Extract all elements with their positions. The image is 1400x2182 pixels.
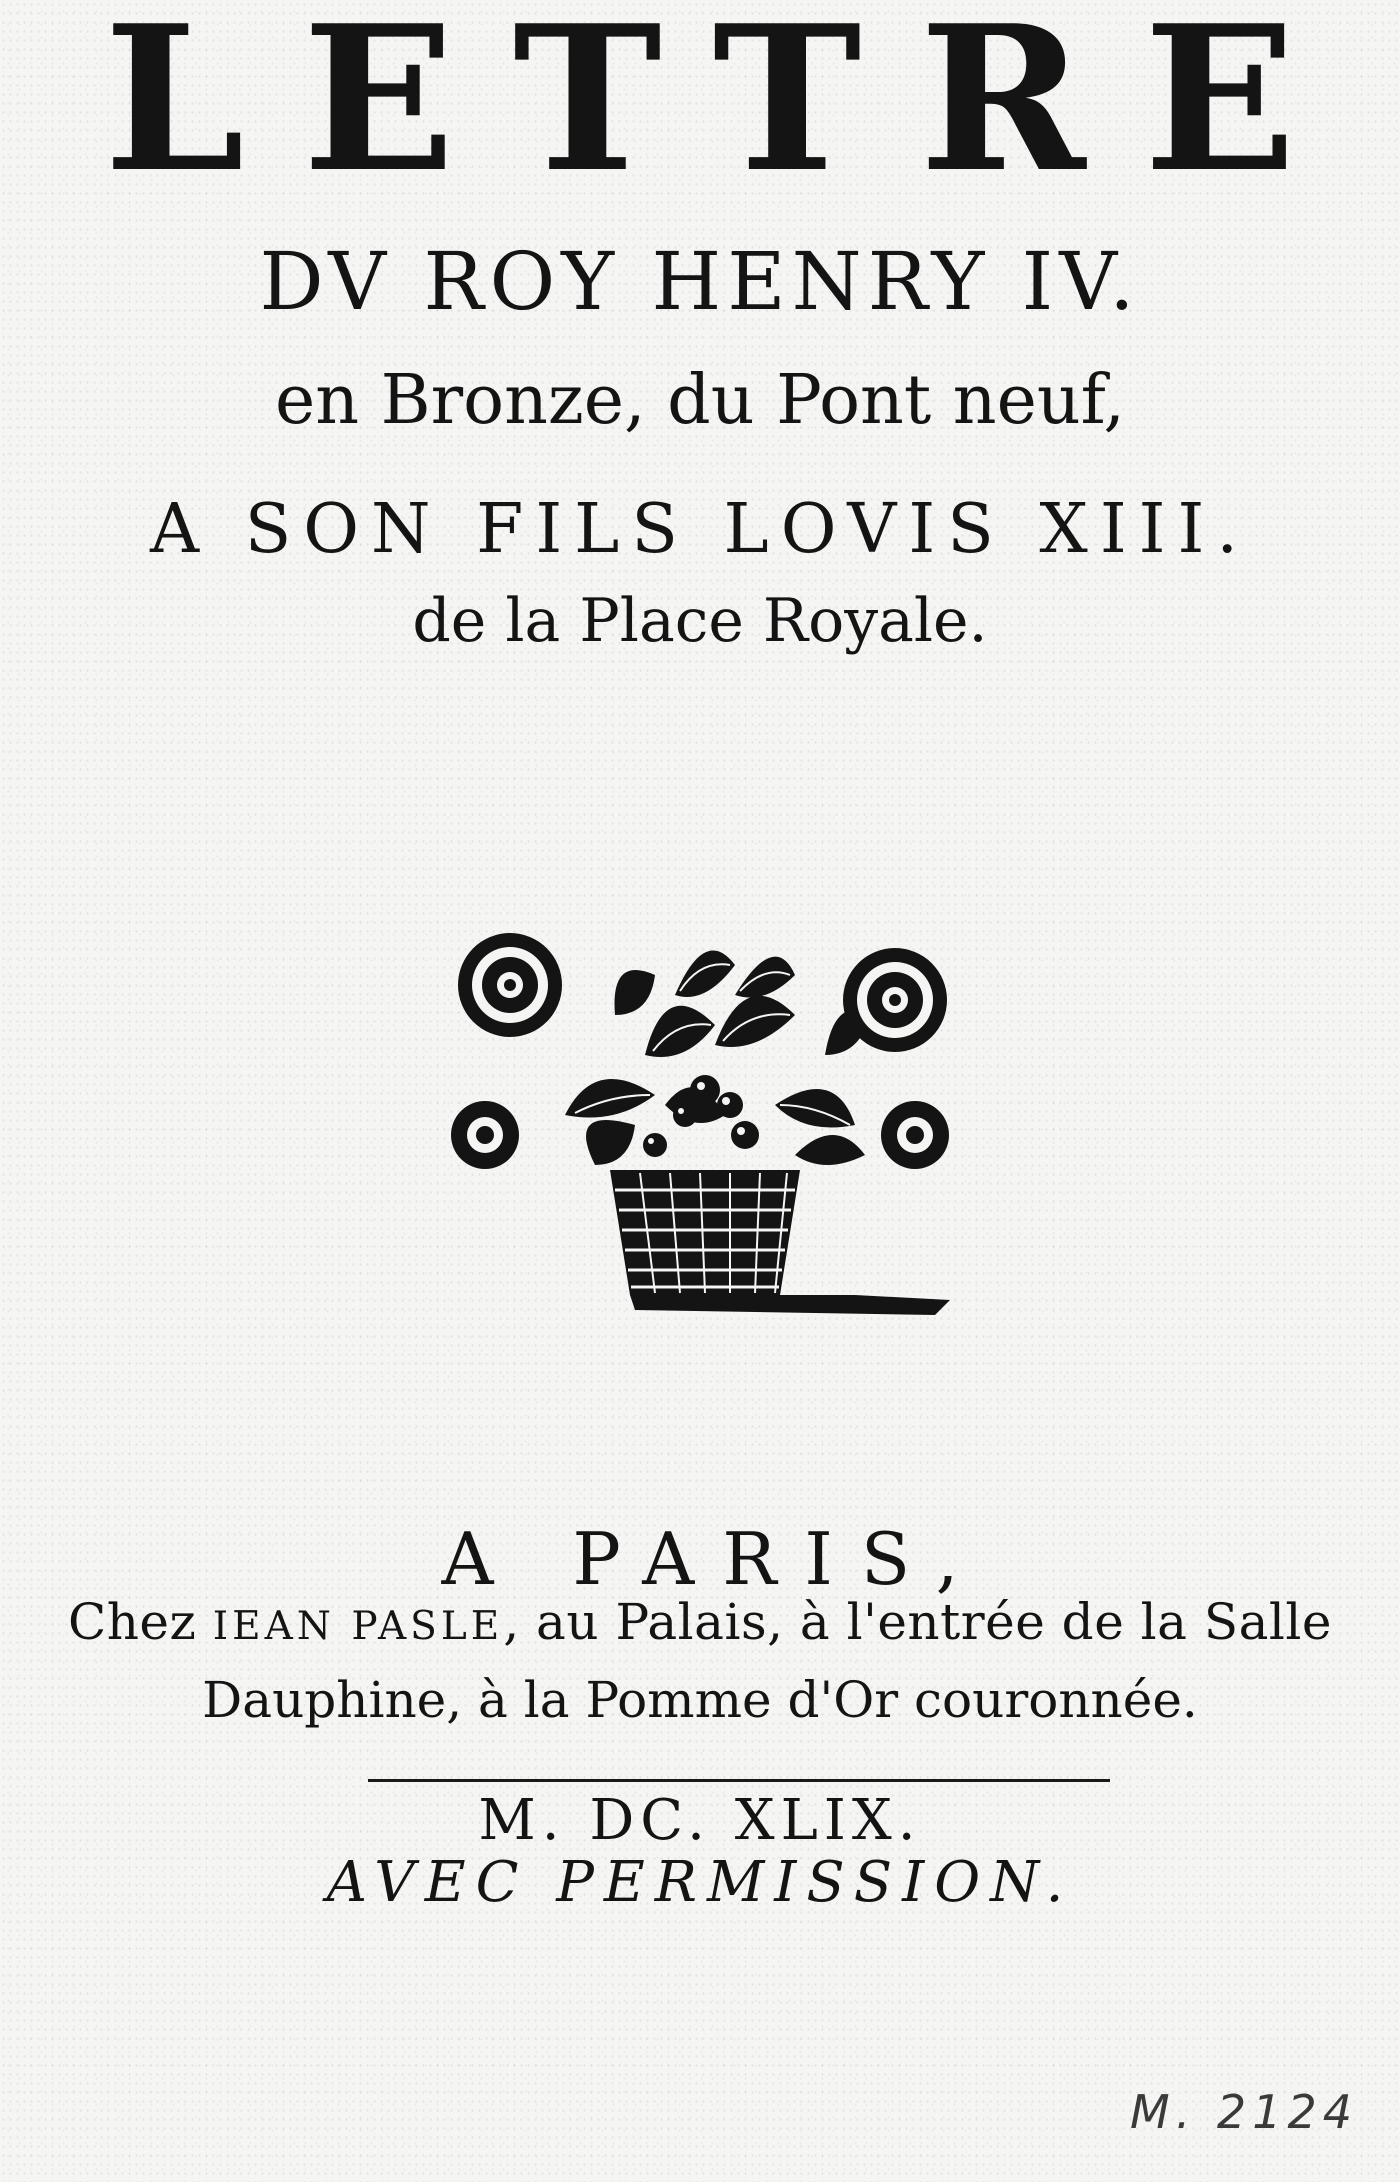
imprint-printer-line (0, 1593, 1400, 1651)
subtitle-line-1: DV ROY HENRY IV. (259, 235, 1141, 328)
imprint-printer-prefix: Chez (67, 1593, 213, 1651)
subtitle-line-3: A SON FILS LOVIS XIII. (149, 490, 1251, 569)
imprint-printer-suffix: , au Palais, à l'entrée de la Salle (503, 1593, 1333, 1651)
subtitle-line-2: en Bronze, du Pont neuf, (275, 361, 1125, 440)
page-title: LETTRE (103, 0, 1355, 217)
imprint-permission: AVEC PERMISSION. (326, 1850, 1074, 1915)
flower-basket-icon (415, 905, 975, 1325)
subtitle-line-4: de la Place Royale. (412, 586, 988, 656)
shelfmark-annotation: M. 2124 (1130, 2085, 1358, 2139)
imprint-address-line: Dauphine, à la Pomme d'Or couronnée. (202, 1671, 1198, 1729)
imprint-printer-name: IEAN PASLE (212, 1604, 504, 1649)
divider-rule (368, 1779, 1110, 1782)
imprint-place: A PARIS, (441, 1517, 987, 1601)
imprint-date: M. DC. XLIX. (478, 1788, 922, 1853)
